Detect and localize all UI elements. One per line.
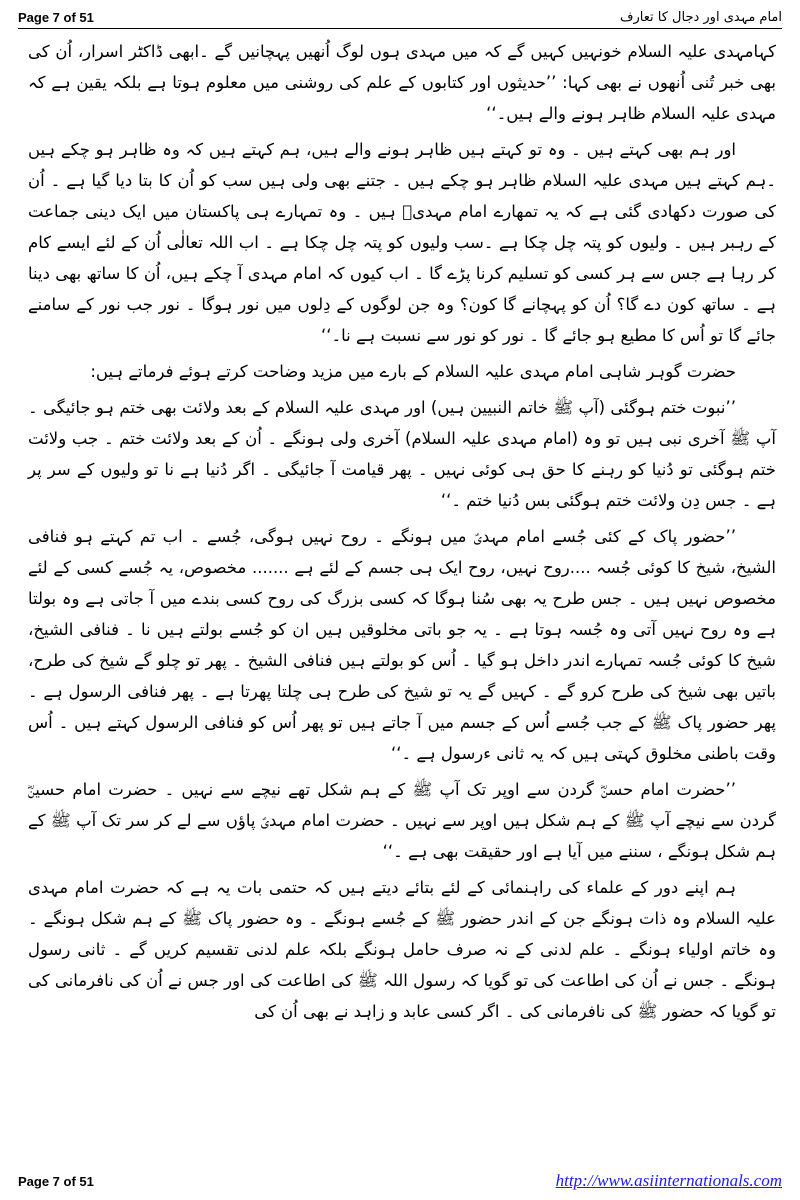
header-divider bbox=[18, 28, 782, 29]
paragraph-2: اور ہم بھی کہتے ہیں ۔ وہ تو کہتے ہیں ظاہر ہونے والے ہیں، ہم کہتے ہیں کہ وہ ظاہر ہو چکے ہیں ۔ہم کہتے ہیں مہدی علیہ السلام ظاہر ہو چکے ہیں ۔ جتنے بھی ولی ہیں سب کو اُن کا بتا دیا گیا ہے ۔ اُن کی صورت دکھادی گئی ہے کہ یہ تمھارے امام مہدیؑ ہیں ۔ وہ تمہارے ہی پاکستان میں ایک دینی جماعت کے رہبر ہیں ۔ ولیوں کو پتہ چل چکا ہے ۔سب ولیوں کو پتہ چل چکا ہے ۔ اب اللہ تعالٰی اُن کے لئے ایسے کام کر رہا ہے جس سے ہر کسی کو تسلیم کرنا پڑے گا ۔ اب کیوں کہ امام مہدی آ چکے ہیں، اُن کا ساتھ بھی دینا ہے ۔ ساتھ کون دے گا؟ اُن کو پہچانے گا کون؟ وہ جن لوگوں کے دِلوں میں نور ہوگا ۔ نور جب نور کے سامنے جائے گا تو اُس کا مطیع ہو جائے گا ۔ نور کو نور سے نسبت ہے نا۔‘‘ bbox=[28, 140, 776, 345]
page-header bbox=[18, 6, 782, 28]
page-footer bbox=[18, 1170, 782, 1192]
page-body bbox=[28, 36, 776, 1160]
paragraph-3: حضرت گوہر شاہی امام مہدی علیہ السلام کے بارے میں مزید وضاحت کرتے ہوئے فرماتے ہیں: bbox=[90, 362, 736, 381]
header-book-title: امام مہدی اور دجال کا تعارف bbox=[620, 9, 782, 25]
header-page-number: Page 7 of 51 bbox=[18, 9, 94, 25]
paragraph-4-quote: ’’نبوت ختم ہوگئی (آپ ﷺ خاتم النبیین ہیں) اور مہدی علیہ السلام کے بعد ولائت بھی ختم ہو جائیگی ۔ آپ ﷺ آخری نبی ہیں تو وہ (امام مہدی علیہ السلام) آخری ولی ہونگے ۔ اُن کے بعد ولائت ختم ۔ جب ولائت ختم ہوگئی تو دُنیا کو رہنے کا حق ہی کوئی نہیں ۔ پھر قیامت آ جائیگی ۔ اگر دُنیا ہے نا تو ولیوں کے سر پر ہے ۔ جس دِن ولائت ختم ہوگئی بس دُنیا ختم ۔‘‘ bbox=[28, 398, 776, 510]
website-link[interactable]: http://www.asiinternationals.com bbox=[555, 1171, 782, 1190]
paragraph-5-quote: ’’حضور پاک کے کئی جُسے امام مہدیؑ میں ہونگے ۔ روح نہیں ہوگی، جُسے ۔ اب تم کہتے ہو فنافی الشیخ، شیخ کا کوئی جُسہ ....روح نہیں، روح ایک ہی جسم کے لئے ہے ....... مخصوص، یہ جُسے کسی کے لئے مخصوص نہیں ہیں ۔ جس طرح یہ بھی سُنا ہوگا کہ کسی بزرگ کی روح کسی بندے میں آ جاتی ہے وہ بولتا ہے وہ روح نہیں آتی وہ جُسہ ہوتا ہے ۔ یہ جو باتی مخلوقیں ہیں ان کو جُسے بولتے ہیں نا ۔ فنافی الشیخ، شیخ کا کوئی جُسہ تمہارے اندر داخل ہو گیا ۔ اُس کو بولتے ہیں فنافی الشیخ ۔ پھر تو چلو گے شیخ کی طرح، باتیں بھی شیخ کی طرح کرو گے ۔ کہیں گے یہ تو شیخ کی طرح ہی چلتا پھرتا ہے ۔ پھر فنافی الرسول ہے ۔ پھر حضور پاک ﷺ کے جب جُسے اُس کے جسم میں آ جاتے ہیں تو پھر اُس کو فنافی الرسول کہتے ہیں ۔ اُس وقت باطنی مخلوق کہتی ہیں کہ یہ ثانی ءرسول ہے ۔‘‘ bbox=[28, 527, 776, 763]
paragraph-6-quote: ’’حضرت امام حسنؓ گردن سے اوپر تک آپ ﷺ کے ہم شکل تھے نیچے سے نہیں ۔ حضرت امام حسینؓ گردن سے نیچے آپ ﷺ کے ہم شکل ہیں اوپر سے نہیں ۔ حضرت امام مہدیؑ پاؤں سے لے کر سر تک آپ ﷺ کے ہم شکل ہونگے ، سننے میں آیا ہے اور حقیقت بھی ہے ۔‘‘ bbox=[28, 780, 776, 861]
paragraph-7: ہم اپنے دور کے علماء کی راہنمائی کے لئے بتائے دیتے ہیں کہ حتمی بات یہ ہے کہ حضرت امام مہدی علیہ السلام وہ ذات ہونگے جن کے اندر حضور ﷺ کے جُسے ہونگے ۔ وہ حضور پاک ﷺ کے ہم شکل ہونگے ۔ وہ خاتم اولیاء ہونگے ۔ علم لدنی کے نہ صرف حامل ہونگے بلکہ علم لدنی تقسیم کریں گے ۔ ثانی رسول ہونگے ۔ جس نے اُن کی اطاعت کی تو گویا کہ رسول اللہ ﷺ کی اطاعت کی اور جس نے اُن کی نافرمانی کی تو گویا کہ حضور ﷺ کی نافرمانی کی ۔ اگر کسی عابد و زاہد نے بھی اُن کی bbox=[28, 878, 776, 1021]
paragraph-1: کہامہدی علیہ السلام خونہیں کہیں گے کہ میں مہدی ہوں لوگ اُنھیں پہچانیں گے ۔ابھی ڈاکٹر اسرار، اُن کی بھی خبر تُنی اُنھوں نے بھی کہا: ’’حدیثوں اور کتابوں کے علم کی روشنی میں معلوم ہوتا ہے بلکہ یقین ہے کہ مہدی علیہ السلام ظاہر ہونے والے ہیں۔‘‘ bbox=[28, 42, 776, 123]
footer-page-number: Page 7 of 51 bbox=[18, 1173, 94, 1189]
